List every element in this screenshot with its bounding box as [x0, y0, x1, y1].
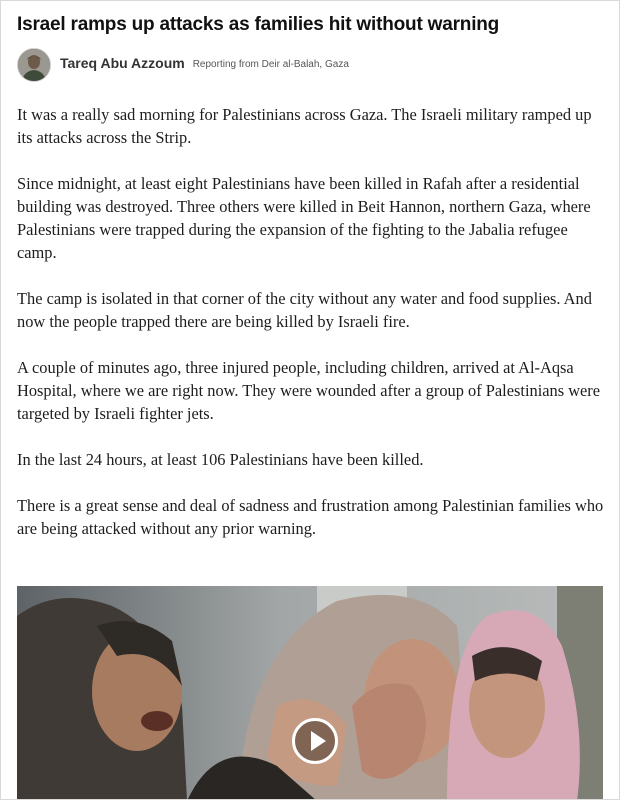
author-avatar[interactable] — [17, 48, 51, 82]
paragraph: In the last 24 hours, at least 106 Palestinians have been killed. — [17, 450, 424, 469]
news-photo — [17, 586, 603, 800]
reporting-location: Reporting from Deir al-Balah, Gaza — [192, 58, 349, 70]
article-body — [17, 103, 609, 563]
paragraph: The camp is isolated in that corner of the city without any water and food supplies. And now the people trapped there are being killed by Israeli fire. — [17, 289, 592, 331]
paragraph: Since midnight, at least eight Palestinians have been killed in Rafah after a residential building was destroyed. Three others were killed in Beit Hannon, northern Gaza, where Palestinians were trapped during the expansion of the fighting to the Jabalia refugee camp. — [17, 174, 591, 262]
paragraph: There is a great sense and deal of sadness and frustration among Palestinian families who are being attacked without any prior warning. — [17, 496, 604, 538]
byline — [17, 48, 349, 82]
paragraph: It was a really sad morning for Palestinians across Gaza. The Israeli military ramped up its attacks across the Strip. — [17, 105, 592, 147]
video-thumbnail[interactable] — [17, 586, 603, 800]
play-button[interactable] — [292, 718, 338, 764]
paragraph: A couple of minutes ago, three injured people, including children, arrived at Al-Aqsa Hospital, where we are right now. They were wounded after a group of Palestinians were targeted by Israeli fighter jets. — [17, 358, 601, 423]
author-name[interactable]: Tareq Abu Azzoum — [60, 55, 185, 71]
play-icon — [311, 731, 326, 751]
article-headline[interactable]: Israel ramps up attacks as families hit without warning — [17, 14, 500, 35]
